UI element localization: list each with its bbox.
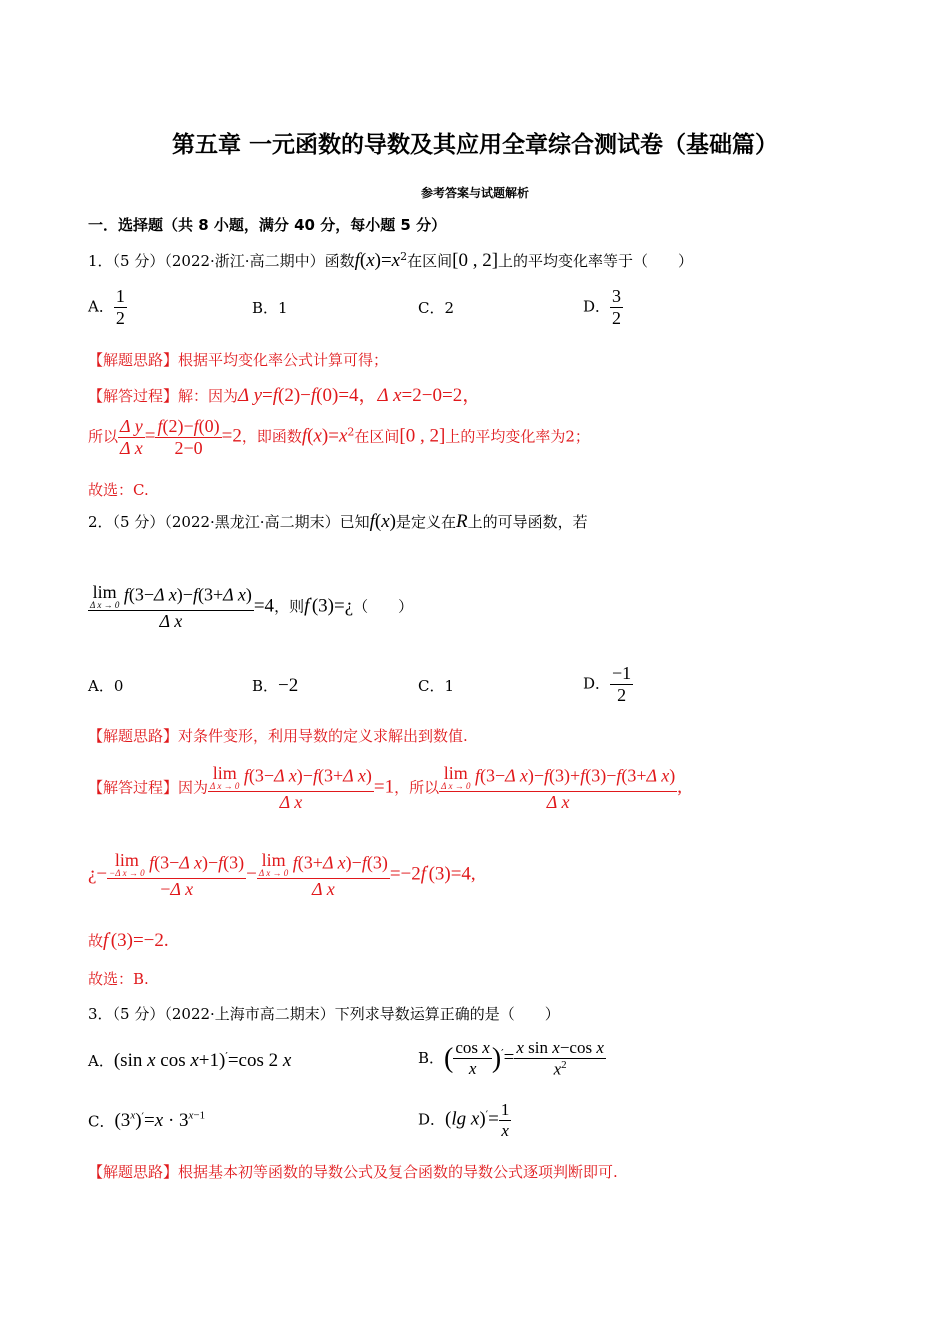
q1-option-b: B．1 xyxy=(252,299,288,317)
q1-answer: 故选：C. xyxy=(88,481,149,499)
q1-so: 所以 $\frac{\text{Δ y}}{\text{Δ x}}$ = $\frac{f(2)-f(0)}{2-0}$ =2，即函数$f(x)=x^2$在区间[0 , 2]上的平均变化率为2； xyxy=(88,416,590,458)
q3-option-c: C．$(3^x)'=x \cdot 3^{x-1}$ xyxy=(88,1110,206,1132)
q3-idea: 【解题思路】根据基本初等函数的导数公式及复合函数的导数公式逐项判断即可. xyxy=(88,1163,618,1181)
page-subtitle: 参考答案与试题解析 xyxy=(420,186,529,200)
q2-condition: lim Δ x → 0 f(3−Δ x)−f(3+Δ x) Δ x =4，则f′(3)=¿（ ） xyxy=(90,582,414,631)
q3-option-b: B．( $\frac{\text{cos x}}{x}$ )′= $\frac{\text{x sin x−cos x}}{x^2}$ xyxy=(418,1038,604,1079)
q2-conclusion: 故f′(3)=−2. xyxy=(88,930,169,951)
q2-derivation: ¿− lim −Δ x → 0 f(3−Δ x)−f(3) −Δ x − lim Δ x → 0 f(3+Δ x)−f(3) Δ x =−2f′(3)=4, xyxy=(88,850,476,899)
question-3-stem: 3．（5 分）（2022·上海市高二期末）下列求导数运算正确的是（ ） xyxy=(88,1005,560,1023)
q1-process: 【解答过程】解：因为Δ y=f(2)−f(0)=4，Δ x=2−0=2， xyxy=(88,385,482,406)
q2-process: 【解答过程】因为 lim Δ x → 0 f(3−Δ x)−f(3+Δ x) Δ x =1，所以 lim Δ x → 0 f(3−Δ x)−f(3)+f(3)−f(3+Δ x) Δ x , xyxy=(88,763,682,812)
question-1-stem: 1．（5 分）（2022·浙江·高二期中）函数$f(x)=x^2$在区间[0 , 2]上的平均变化率等于（ ） xyxy=(88,250,694,271)
question-2-stem: 2．（5 分）（2022·黑龙江·高二期末）已知f(x)是定义在R上的可导函数，若 xyxy=(88,511,588,532)
page-title: 第五章 一元函数的导数及其应用全章综合测试卷（基础篇） xyxy=(171,132,778,158)
q2-option-d: D． $\frac{-1}{2}$ xyxy=(583,663,632,705)
q1-option-a: A． $\frac{1}{2}$ xyxy=(88,286,125,328)
q3-option-a: A．(sin x cos x+1)′=cos 2 x xyxy=(88,1050,292,1071)
q2-answer: 故选：B. xyxy=(88,970,149,988)
q1-idea: 【解题思路】根据平均变化率公式计算可得； xyxy=(88,351,389,369)
section-heading: 一．选择题（共 8 小题，满分 40 分，每小题 5 分） xyxy=(88,216,447,234)
q2-option-b: B．−2 xyxy=(252,675,299,696)
q3-option-d: D．(lg x)′= $\frac{1}{x}$ xyxy=(418,1100,510,1140)
q2-idea: 【解题思路】对条件变形，利用导数的定义求解出到数值. xyxy=(88,727,468,745)
q1-option-c: C．2 xyxy=(418,299,455,317)
q2-option-a: A．0 xyxy=(88,677,124,695)
q2-option-c: C．1 xyxy=(418,677,455,695)
q1-option-d: D． $\frac{3}{2}$ xyxy=(583,286,622,328)
